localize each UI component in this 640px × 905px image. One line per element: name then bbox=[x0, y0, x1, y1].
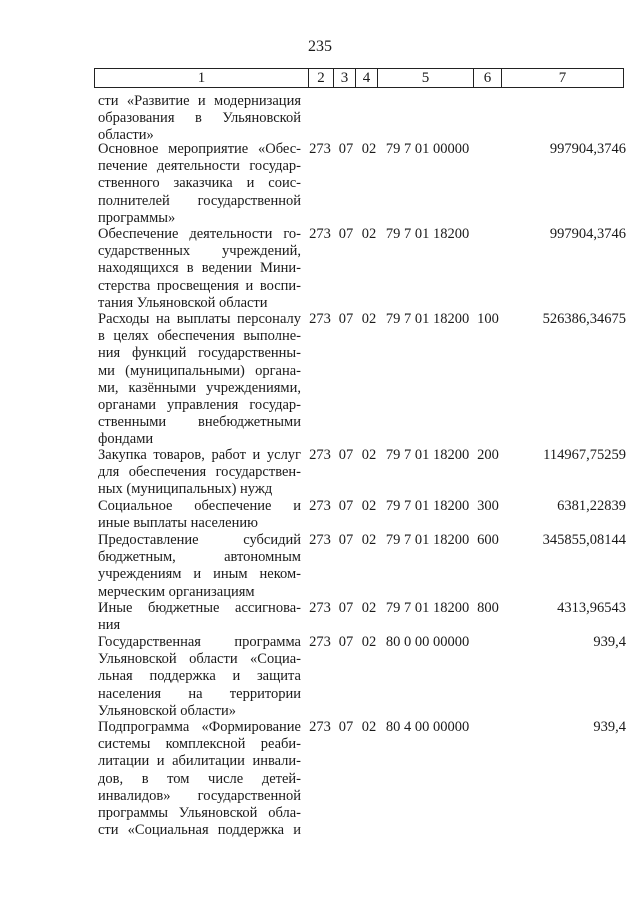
description-line: полнителей государственной bbox=[98, 192, 301, 209]
target-article-code: 79 7 01 18200 bbox=[385, 311, 470, 327]
subsection-code: 02 bbox=[361, 226, 377, 242]
amount: 526386,34675 bbox=[542, 311, 626, 327]
subsection-code: 02 bbox=[361, 498, 377, 514]
description-line: печение деятельности государ- bbox=[98, 158, 301, 175]
section-code: 07 bbox=[338, 532, 354, 548]
description-line: Подпрограмма «Формирование bbox=[98, 719, 301, 735]
subsection-code: 02 bbox=[361, 600, 377, 616]
row-description bbox=[98, 532, 301, 601]
amount: 4313,96543 bbox=[557, 600, 626, 616]
grbs-code: 273 bbox=[309, 447, 331, 463]
subsection-code: 02 bbox=[361, 634, 377, 650]
grbs-code: 273 bbox=[309, 141, 331, 157]
description-line: тания Ульяновской области bbox=[98, 294, 268, 311]
column-header-7: 7 bbox=[502, 69, 624, 88]
row-description bbox=[98, 719, 301, 839]
description-line: Социальное обеспечение и bbox=[98, 498, 301, 514]
description-line: Расходы на выплаты персоналу bbox=[98, 311, 301, 327]
description-line: льная поддержка и защита bbox=[98, 668, 301, 685]
description-line: Предоставление субсидий bbox=[98, 532, 301, 548]
description-line: ных (муниципальных) нужд bbox=[98, 481, 273, 498]
description-line: ственными внебюджетными bbox=[98, 414, 301, 431]
description-line: Иные бюджетные ассигнова- bbox=[98, 600, 301, 616]
subsection-code: 02 bbox=[361, 141, 377, 157]
description-line: фондами bbox=[98, 431, 154, 448]
column-header-4: 4 bbox=[356, 69, 378, 88]
row-description bbox=[98, 447, 301, 499]
subsection-code: 02 bbox=[361, 532, 377, 548]
description-line: Основное мероприятие «Обес- bbox=[98, 141, 301, 157]
amount: 997904,3746 bbox=[549, 141, 626, 157]
expense-type-code: 600 bbox=[477, 532, 499, 548]
section-code: 07 bbox=[338, 141, 354, 157]
amount: 997904,3746 bbox=[549, 226, 626, 242]
description-line: Обеспечение деятельности го- bbox=[98, 226, 301, 242]
amount: 939,4 bbox=[593, 634, 626, 650]
subsection-code: 02 bbox=[361, 719, 377, 735]
description-line: ми, казёнными учреждениями, bbox=[98, 379, 301, 396]
expense-type-code: 800 bbox=[477, 600, 499, 616]
target-article-code: 80 4 00 00000 bbox=[385, 719, 470, 735]
description-line: ния функций государственны- bbox=[98, 345, 301, 362]
description-line: для обеспечения государствен- bbox=[98, 464, 301, 481]
expense-type-code: 100 bbox=[477, 311, 499, 327]
description-line: мерческим организациям bbox=[98, 583, 255, 600]
description-line: в целях обеспечения выполне- bbox=[98, 328, 301, 345]
expense-type-code: 200 bbox=[477, 447, 499, 463]
column-header-5: 5 bbox=[378, 69, 474, 88]
row-description bbox=[98, 93, 301, 145]
description-line: населения на территории bbox=[98, 685, 301, 702]
description-line: ния bbox=[98, 617, 121, 634]
section-code: 07 bbox=[338, 311, 354, 327]
column-header-1: 1 bbox=[95, 69, 309, 88]
description-line: области» bbox=[98, 127, 154, 144]
grbs-code: 273 bbox=[309, 532, 331, 548]
row-description bbox=[98, 600, 301, 634]
expense-type-code: 300 bbox=[477, 498, 499, 514]
target-article-code: 79 7 01 18200 bbox=[385, 600, 470, 616]
grbs-code: 273 bbox=[309, 226, 331, 242]
target-article-code: 79 7 01 18200 bbox=[385, 226, 470, 242]
subsection-code: 02 bbox=[361, 447, 377, 463]
grbs-code: 273 bbox=[309, 719, 331, 735]
description-line: дов, в том числе детей- bbox=[98, 770, 301, 787]
description-line: литации и абилитации инвали- bbox=[98, 753, 301, 770]
column-header-3: 3 bbox=[334, 69, 356, 88]
amount: 114967,75259 bbox=[543, 447, 626, 463]
section-code: 07 bbox=[338, 498, 354, 514]
section-code: 07 bbox=[338, 634, 354, 650]
description-line: Ульяновской области» bbox=[98, 702, 237, 719]
row-description bbox=[98, 634, 301, 720]
section-code: 07 bbox=[338, 719, 354, 735]
description-line: программы» bbox=[98, 209, 176, 226]
grbs-code: 273 bbox=[309, 634, 331, 650]
description-line: сударственных учреждений, bbox=[98, 243, 301, 260]
amount: 939,4 bbox=[593, 719, 626, 735]
description-line: бюджетным, автономным bbox=[98, 549, 301, 566]
row-description bbox=[98, 226, 301, 312]
description-line: учреждениям и иным неком- bbox=[98, 566, 301, 583]
description-line: находящихся в ведении Мини- bbox=[98, 260, 301, 277]
description-line: программы Ульяновской обла- bbox=[98, 804, 301, 821]
description-line: сти «Социальная поддержка и bbox=[98, 822, 301, 839]
description-line: стерства просвещения и воспи- bbox=[98, 277, 301, 294]
section-code: 07 bbox=[338, 600, 354, 616]
grbs-code: 273 bbox=[309, 311, 331, 327]
target-article-code: 79 7 01 00000 bbox=[385, 141, 470, 157]
target-article-code: 80 0 00 00000 bbox=[385, 634, 470, 650]
description-line: системы комплексной реаби- bbox=[98, 736, 301, 753]
subsection-code: 02 bbox=[361, 311, 377, 327]
target-article-code: 79 7 01 18200 bbox=[385, 532, 470, 548]
grbs-code: 273 bbox=[309, 600, 331, 616]
page-number: 235 bbox=[308, 38, 332, 55]
description-line: Закупка товаров, работ и услуг bbox=[98, 447, 301, 463]
target-article-code: 79 7 01 18200 bbox=[385, 447, 470, 463]
description-line: образования в Ульяновской bbox=[98, 110, 301, 127]
description-line: иные выплаты населению bbox=[98, 515, 258, 532]
section-code: 07 bbox=[338, 447, 354, 463]
grbs-code: 273 bbox=[309, 498, 331, 514]
description-line: ственного заказчика и соис- bbox=[98, 175, 301, 192]
description-line: инвалидов» государственной bbox=[98, 787, 301, 804]
description-line: сти «Развитие и модернизация bbox=[98, 93, 301, 109]
column-header-2: 2 bbox=[309, 69, 334, 88]
amount: 345855,08144 bbox=[542, 532, 626, 548]
description-line: Государственная программа bbox=[98, 634, 301, 650]
section-code: 07 bbox=[338, 226, 354, 242]
description-line: Ульяновской области «Социа- bbox=[98, 651, 301, 668]
row-description bbox=[98, 498, 301, 532]
description-line: органами управления государ- bbox=[98, 396, 301, 413]
target-article-code: 79 7 01 18200 bbox=[385, 498, 470, 514]
row-description bbox=[98, 141, 301, 227]
description-line: ми (муниципальными) органа- bbox=[98, 362, 301, 379]
column-header-6: 6 bbox=[474, 69, 502, 88]
amount: 6381,22839 bbox=[557, 498, 626, 514]
column-header-row bbox=[94, 68, 624, 88]
row-description bbox=[98, 311, 301, 449]
